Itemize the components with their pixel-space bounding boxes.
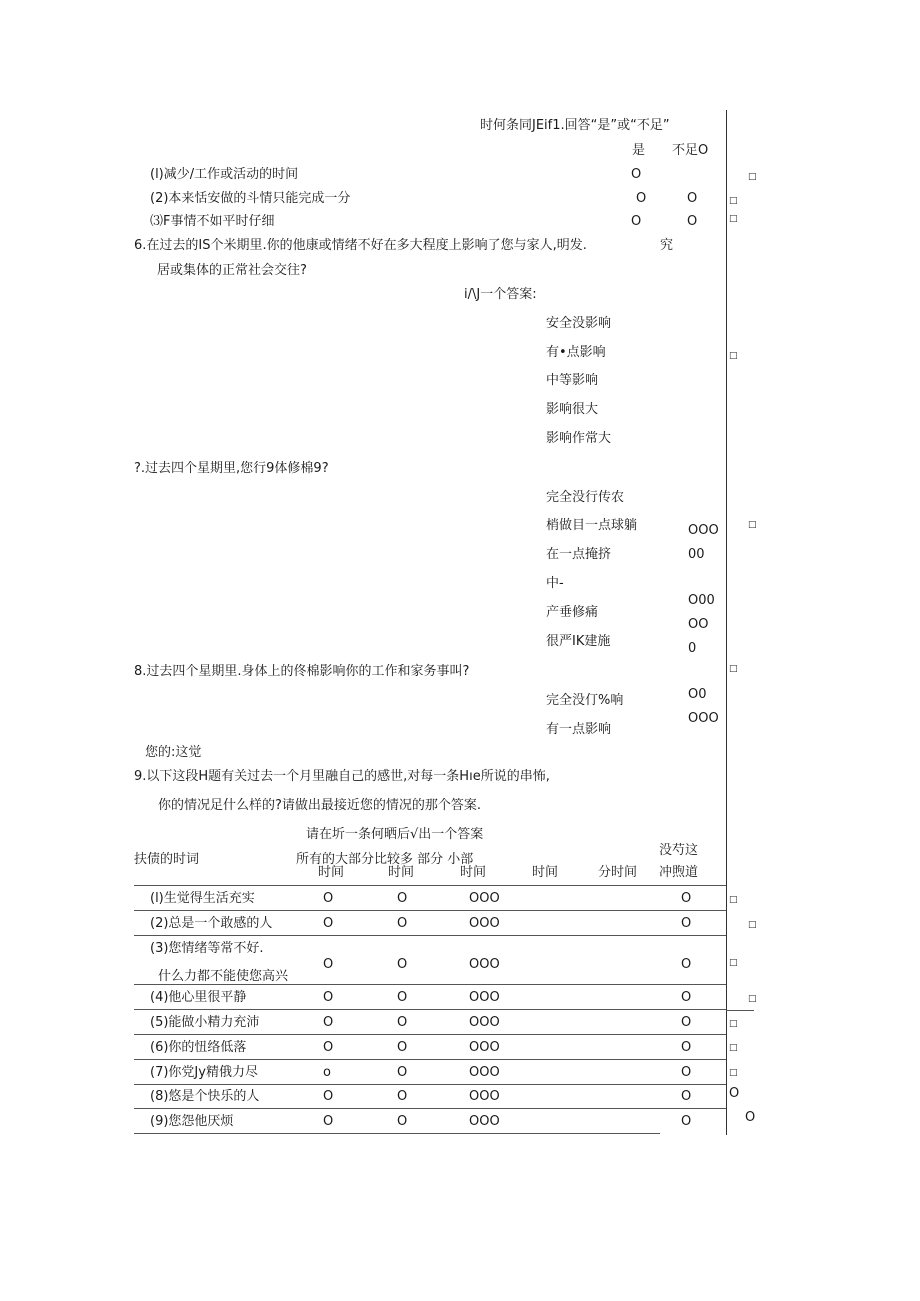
q7-option[interactable]: 产垂修痛 xyxy=(546,605,599,620)
q9-radio[interactable]: O xyxy=(397,957,408,972)
q6-question: 6.在过去的IS个米期里.你的他康或情绪不好在多大程度上影响了您与家人,明发. xyxy=(134,238,587,253)
q6-option[interactable]: 安全没影响 xyxy=(546,316,612,331)
q9-header-cut-mid: 所有的大部分比较多 部分 小部 xyxy=(296,852,474,867)
table-rule xyxy=(134,1108,726,1109)
q9-radio[interactable]: O xyxy=(323,916,334,931)
q6-option[interactable]: 中等影响 xyxy=(546,373,599,388)
q9-col-header: 时间 xyxy=(532,865,559,880)
q9-radio[interactable]: O xyxy=(323,1114,334,1129)
margin-checkbox[interactable]: □ xyxy=(748,172,757,182)
q7-question: ?.过去四个星期里,您行9体修棉9? xyxy=(134,461,329,476)
q9-radio-group[interactable]: OOO xyxy=(469,990,500,1005)
q9-row-label: (9)您怨他厌烦 xyxy=(150,1114,234,1129)
q9-row-label: (8)悠是个快乐的人 xyxy=(150,1089,260,1104)
q7-option[interactable]: 完全没行传农 xyxy=(546,490,625,505)
q5-item-yes-radio[interactable]: O xyxy=(636,191,647,206)
q9-radio[interactable]: O xyxy=(397,916,408,931)
margin-checkbox[interactable]: □ xyxy=(729,1043,738,1053)
margin-checkbox[interactable]: □ xyxy=(729,1068,738,1078)
q5-item-yes-radio[interactable]: O xyxy=(631,214,642,229)
q7-radio-marks[interactable]: 0 xyxy=(688,641,697,656)
q5-col-no: 不足O xyxy=(672,143,709,158)
margin-radio[interactable]: O xyxy=(745,1110,756,1125)
q8-radio-marks[interactable]: OOO xyxy=(688,711,719,726)
margin-radio[interactable]: O xyxy=(729,1086,740,1101)
margin-rule xyxy=(726,110,727,1135)
q9-radio[interactable]: O xyxy=(397,1089,408,1104)
q6-instruction: i/\J一个答案: xyxy=(464,287,537,302)
q5-instruction: 时何条同JEif1.回答“是”或“不足” xyxy=(480,118,670,133)
q9-row3-continuation: 什么力都不能使您高兴 xyxy=(158,969,289,984)
margin-checkbox[interactable]: □ xyxy=(729,664,738,674)
margin-checkbox[interactable]: □ xyxy=(729,1019,738,1029)
q8-radio-marks[interactable]: O0 xyxy=(688,687,707,702)
q5-item-no-radio[interactable]: O xyxy=(687,214,698,229)
q5-col-yes: 是 xyxy=(632,143,646,158)
q9-radio-group[interactable]: OOO xyxy=(469,1040,500,1055)
q9-radio-group[interactable]: OOO xyxy=(469,957,500,972)
q9-row-label: (4)他心里很平静 xyxy=(150,990,247,1005)
q5-item-yes-radio[interactable]: O xyxy=(631,167,642,182)
q9-radio[interactable]: O xyxy=(681,1040,692,1055)
q9-col-header: 分时间 xyxy=(598,865,638,880)
q9-radio[interactable]: O xyxy=(323,1040,334,1055)
q9-row3-clipped-marks xyxy=(300,957,720,972)
q9-radio[interactable]: O xyxy=(397,891,408,906)
q9-radio[interactable]: O xyxy=(323,1015,334,1030)
q9-radio-group[interactable]: OOO xyxy=(469,1114,500,1129)
q9-radio-group[interactable]: OOO xyxy=(469,1089,500,1104)
q9-header-cut xyxy=(134,852,514,867)
q6-side-char: 究 xyxy=(660,238,674,253)
q9-row-label: (7)你党Jy精俄力尽 xyxy=(150,1065,258,1080)
q5-item-label: (2)本来恬安做的斗情只能完成一分 xyxy=(150,191,351,206)
table-rule xyxy=(134,910,726,911)
q9-radio[interactable]: O xyxy=(397,1040,408,1055)
q9-radio-group[interactable]: OOO xyxy=(469,1015,500,1030)
q7-radio-marks[interactable]: O00 xyxy=(688,593,715,608)
q6-option[interactable]: 影响很大 xyxy=(546,402,599,417)
q9-radio[interactable]: O xyxy=(323,1089,334,1104)
q7-option[interactable]: 在一点掩挤 xyxy=(546,547,612,562)
table-rule xyxy=(134,1059,726,1060)
margin-checkbox[interactable]: □ xyxy=(729,214,738,224)
q7-option[interactable]: 梢做目一点球躺 xyxy=(546,518,638,533)
margin-checkbox[interactable]: □ xyxy=(729,196,738,206)
table-rule xyxy=(134,1084,726,1085)
q9-row-label: (l)生觉得生活充实 xyxy=(150,891,255,906)
q6-option[interactable]: 有•点影响 xyxy=(546,345,606,360)
q7-radio-marks[interactable]: OO xyxy=(688,617,709,632)
table-rule xyxy=(134,885,726,886)
q9-radio[interactable]: O xyxy=(323,990,334,1005)
q6-option[interactable]: 影响作常大 xyxy=(546,431,612,446)
q9-question-cont: 你的情况足什么样的?请做出最接近您的情况的那个答案. xyxy=(158,798,482,813)
q9-row-label: (3)您情绪等常不好. xyxy=(150,941,264,956)
q9-radio[interactable]: O xyxy=(681,1089,692,1104)
q7-option[interactable]: 中- xyxy=(546,576,564,591)
q9-radio[interactable]: O xyxy=(397,1114,408,1129)
q6-question-cont: 居或集体的正常社会交往? xyxy=(157,263,307,278)
q9-radio-group[interactable]: OOO xyxy=(469,1065,500,1080)
q9-last-col-header: 没芍这 xyxy=(659,843,699,858)
margin-checkbox[interactable]: □ xyxy=(729,351,738,361)
q9-radio[interactable]: O xyxy=(323,957,334,972)
table-rule xyxy=(134,1133,660,1134)
q9-radio[interactable]: O xyxy=(397,1015,408,1030)
margin-checkbox[interactable]: □ xyxy=(729,895,738,905)
q9-header-cut-left: 扶债的时词 xyxy=(134,852,200,867)
q5-item-no-radio[interactable]: O xyxy=(687,191,698,206)
q9-row-label: (2)总是一个敢感的人 xyxy=(150,916,273,931)
q7-option[interactable]: 很严IK建施 xyxy=(546,634,611,649)
q9-last-col-header-cont: 冲煦道 xyxy=(659,865,699,880)
q5-item-label: ⑶F事情不如平时仔细 xyxy=(150,214,275,229)
q9-question: 9.以下这段H题有关过去一个月里融自己的感世,对每一条Hıe所说的串怖, xyxy=(134,769,550,784)
q9-radio[interactable]: O xyxy=(681,891,692,906)
q9-radio[interactable]: O xyxy=(681,990,692,1005)
q9-radio[interactable]: O xyxy=(397,990,408,1005)
q9-radio[interactable]: o xyxy=(323,1065,331,1080)
q8-option[interactable]: 有一点影响 xyxy=(546,722,612,737)
table-rule xyxy=(134,935,726,936)
q8-option[interactable]: 完全没仃%响 xyxy=(546,693,624,708)
q7-radio-marks[interactable]: OOO xyxy=(688,523,719,538)
q9-col-header: 时间 xyxy=(318,865,345,880)
margin-checkbox[interactable]: □ xyxy=(729,958,738,968)
margin-checkbox[interactable]: □ xyxy=(748,520,757,530)
margin-checkbox[interactable]: □ xyxy=(748,920,757,930)
margin-tick xyxy=(726,1010,754,1011)
q9-radio[interactable]: O xyxy=(323,891,334,906)
q9-col-header: 时间 xyxy=(388,865,415,880)
q9-col-header: 时间 xyxy=(460,865,487,880)
margin-checkbox[interactable]: □ xyxy=(748,994,757,1004)
q9-radio[interactable]: O xyxy=(397,1065,408,1080)
q9-row-label: (5)能做小精力充沛 xyxy=(150,1015,260,1030)
table-rule xyxy=(134,1034,726,1035)
q9-radio-group[interactable]: OOO xyxy=(469,891,500,906)
q9-radio[interactable]: O xyxy=(681,1065,692,1080)
q9-preface: 您的:这觉 xyxy=(145,745,202,760)
q9-radio[interactable]: O xyxy=(681,1114,692,1129)
q9-radio[interactable]: O xyxy=(681,916,692,931)
q9-radio[interactable]: O xyxy=(681,1015,692,1030)
q9-radio[interactable]: O xyxy=(681,957,692,972)
q9-row-label: (6)你的忸络低落 xyxy=(150,1040,247,1055)
q9-radio-group[interactable]: OOO xyxy=(469,916,500,931)
q8-question: 8.过去四个星期里.身体上的佟棉影响你的工作和家务事叫? xyxy=(134,664,470,679)
q7-radio-marks[interactable]: 00 xyxy=(688,547,705,562)
q5-item-label: (l)减少/工作或活动的时间 xyxy=(150,167,299,182)
table-rule xyxy=(134,1009,726,1010)
q9-table-instruction: 请在圻一条何晒后√出一个答案 xyxy=(306,827,484,842)
